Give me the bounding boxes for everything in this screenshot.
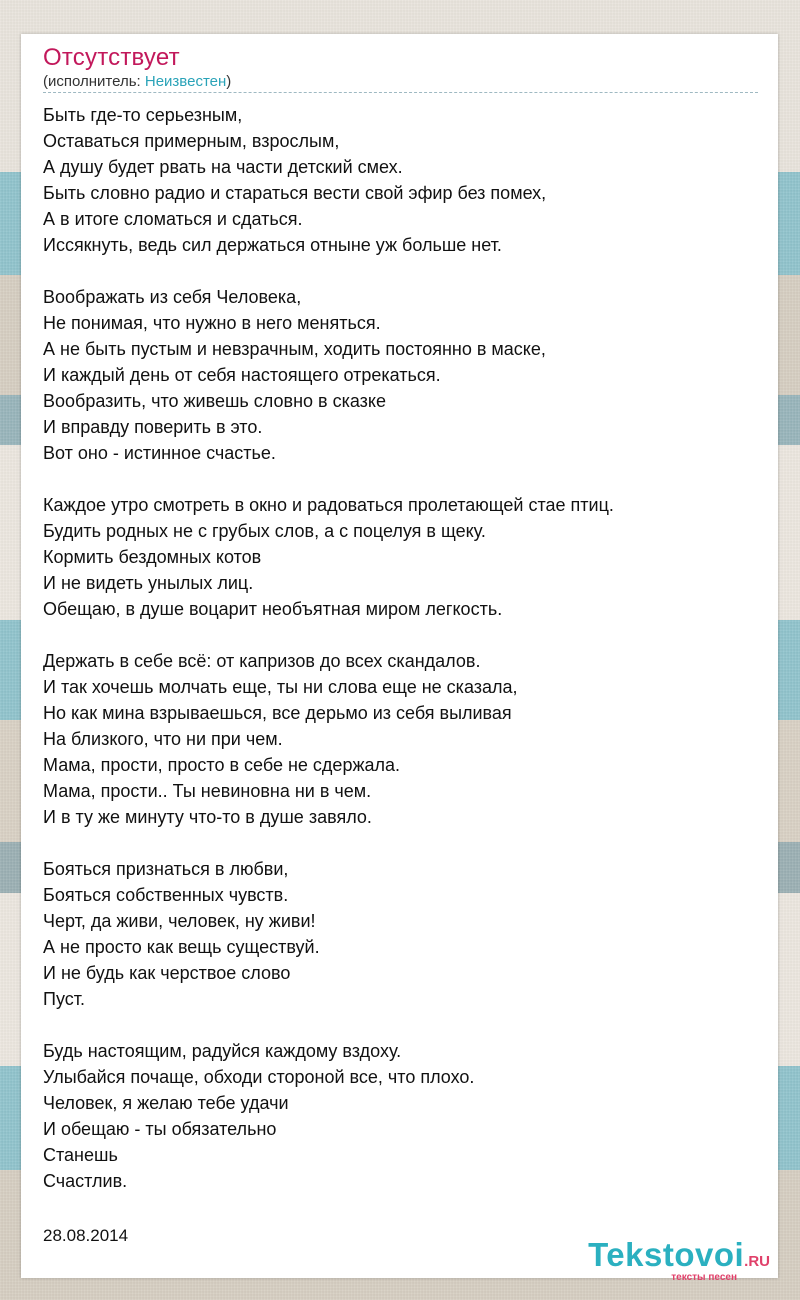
lyrics-line: Быть где-то серьезным, xyxy=(43,105,243,125)
lyrics-line: И в ту же минуту что-то в душе завяло. xyxy=(43,807,372,827)
lyrics-line: И обещаю - ты обязательно xyxy=(43,1119,277,1139)
lyrics-line: Кормить бездомных котов xyxy=(43,547,262,567)
artist-suffix: ) xyxy=(226,73,232,90)
lyrics-line: Будить родных не с грубых слов, а с поцелуя в щеку. xyxy=(43,521,486,541)
lyrics-body xyxy=(43,102,763,1220)
lyrics-stanza xyxy=(43,1038,763,1194)
lyrics-stanza xyxy=(43,102,763,258)
lyrics-line: И вправду поверить в это. xyxy=(43,417,263,437)
lyrics-line: Быть словно радио и стараться вести свой эфир без помех, xyxy=(43,183,547,203)
lyrics-line: Иссякнуть, ведь сил держаться отныне уж больше нет. xyxy=(43,235,502,255)
lyrics-stanza xyxy=(43,284,763,466)
title-divider xyxy=(43,92,758,93)
logo-suffix: .RU xyxy=(744,1253,770,1270)
lyrics-line: Вообразить, что живешь словно в сказке xyxy=(43,391,387,411)
artist-line xyxy=(43,73,231,90)
lyrics-line: И не будь как черствое слово xyxy=(43,963,291,983)
lyrics-line: А не быть пустым и невзрачным, ходить постоянно в маске, xyxy=(43,339,546,359)
artist-prefix: (исполнитель: xyxy=(43,73,145,90)
song-title: Отсутствует xyxy=(43,44,180,71)
lyrics-line: А душу будет рвать на части детский смех. xyxy=(43,157,403,177)
lyrics-stanza xyxy=(43,648,763,830)
lyrics-line: Бояться признаться в любви, xyxy=(43,859,289,879)
lyrics-line: Будь настоящим, радуйся каждому вздоху. xyxy=(43,1041,402,1061)
lyrics-line: Счастлив. xyxy=(43,1171,128,1191)
lyrics-line: На близкого, что ни при чем. xyxy=(43,729,283,749)
lyrics-line: Бояться собственных чувств. xyxy=(43,885,289,905)
site-logo[interactable] xyxy=(588,1236,770,1283)
lyrics-line: И так хочешь молчать еще, ты ни слова еще не сказала, xyxy=(43,677,518,697)
logo-tagline: тексты песен xyxy=(671,1272,737,1283)
lyrics-line: Улыбайся почаще, обходи стороной все, что плохо. xyxy=(43,1067,475,1087)
lyrics-line: Держать в себе всё: от капризов до всех скандалов. xyxy=(43,651,481,671)
lyrics-line: Мама, прости, просто в себе не сдержала. xyxy=(43,755,401,775)
lyrics-line: Но как мина взрываешься, все дерьмо из себя выливая xyxy=(43,703,512,723)
lyrics-stanza xyxy=(43,492,763,622)
logo-main-text: Tekstovoi xyxy=(588,1236,745,1273)
lyrics-line: Черт, да живи, человек, ну живи! xyxy=(43,911,316,931)
artist-link[interactable]: Неизвестен xyxy=(144,73,227,90)
lyrics-line: Оставаться примерным, взрослым, xyxy=(43,131,340,151)
lyrics-line: Пуст. xyxy=(43,989,85,1009)
lyrics-stanza xyxy=(43,856,763,1012)
lyrics-line: А не просто как вещь существуй. xyxy=(43,937,320,957)
lyrics-line: Не понимая, что нужно в него меняться. xyxy=(43,313,381,333)
lyrics-line: И не видеть унылых лиц. xyxy=(43,573,254,593)
publish-date: 28.08.2014 xyxy=(43,1226,129,1245)
lyrics-card xyxy=(21,34,778,1283)
lyrics-line: А в итоге сломаться и сдаться. xyxy=(43,209,303,229)
lyrics-line: Воображать из себя Человека, xyxy=(43,287,302,307)
lyrics-line: Человек, я желаю тебе удачи xyxy=(43,1093,289,1113)
lyrics-line: Обещаю, в душе воцарит необъятная миром легкость. xyxy=(43,599,503,619)
lyrics-line: Вот оно - истинное счастье. xyxy=(43,443,276,463)
lyrics-line: Станешь xyxy=(43,1145,118,1165)
lyrics-line: И каждый день от себя настоящего отрекаться. xyxy=(43,365,441,385)
lyrics-line: Мама, прости.. Ты невиновна ни в чем. xyxy=(43,781,372,801)
lyrics-line: Каждое утро смотреть в окно и радоваться пролетающей стае птиц. xyxy=(43,495,614,515)
